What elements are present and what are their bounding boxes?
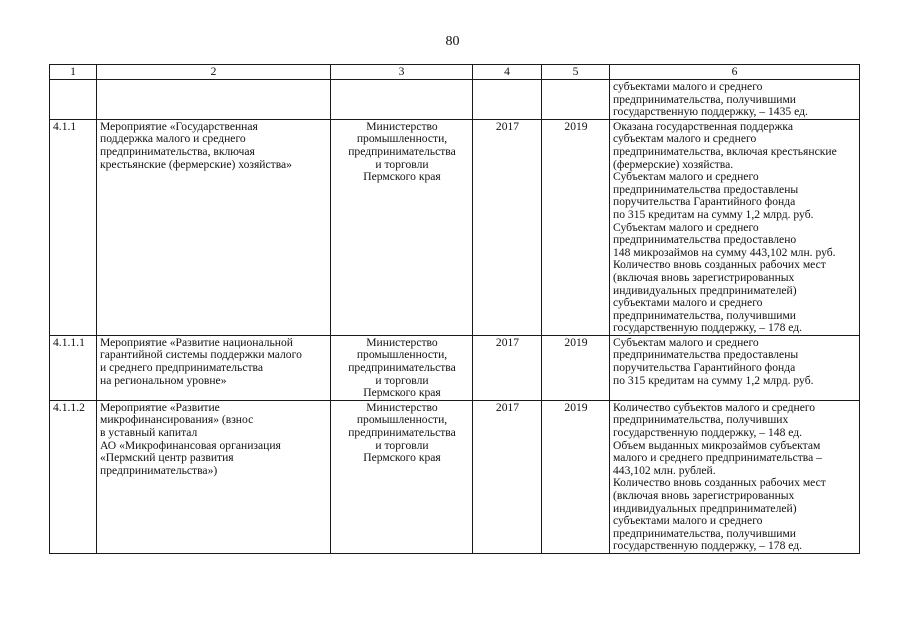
- text-line: Мероприятие «Развитие: [100, 400, 220, 414]
- text-line: промышленности,: [356, 132, 448, 146]
- measure-number: 4.1.1.2: [50, 400, 97, 553]
- text-line: и торговли: [375, 157, 429, 171]
- page-number: 80: [445, 34, 460, 49]
- text-line: предпринимательства, получившими: [613, 92, 796, 106]
- end-year: 2019: [542, 335, 610, 400]
- measure-number: 4.1.1: [50, 119, 97, 335]
- text-line: (включая вновь зарегистрированных: [613, 270, 795, 284]
- text-line: Мероприятие «Развитие национальной: [100, 335, 294, 349]
- text-line: промышленности,: [356, 413, 448, 427]
- text-line: Министерство: [366, 119, 438, 133]
- measure-name: [97, 80, 331, 120]
- text-line: предпринимательства предоставлено: [613, 233, 797, 247]
- text-line: предпринимательства: [348, 144, 456, 158]
- measure-number: 4.1.1.1: [50, 335, 97, 400]
- start-year: [473, 80, 542, 120]
- text-line: малого и среднего предпринимательства –: [613, 451, 822, 465]
- text-line: Объем выданных микрозаймов субъектам: [613, 438, 821, 452]
- start-year: 2017: [473, 119, 542, 335]
- text-line: Мероприятие «Государственная: [100, 119, 258, 133]
- measure-name: [97, 400, 331, 553]
- text-line: Оказана государственная поддержка: [613, 119, 793, 133]
- end-year: 2019: [542, 119, 610, 335]
- column-header: 2: [97, 65, 331, 80]
- text-line: (фермерские) хозяйства.: [613, 157, 734, 171]
- start-year: 2017: [473, 335, 542, 400]
- table-body: [50, 80, 860, 554]
- text-line: АО «Микрофинансовая организация: [100, 438, 281, 452]
- text-line: поддержка малого и среднего: [100, 132, 246, 146]
- text-line: гарантийной системы поддержки малого: [100, 348, 302, 362]
- text-line: субъектам малого и среднего: [613, 132, 757, 146]
- measure-name: [97, 335, 331, 400]
- column-header: 6: [610, 65, 860, 80]
- measure-name: [97, 119, 331, 335]
- column-header: 5: [542, 65, 610, 80]
- text-line: предпринимательства»): [100, 463, 218, 477]
- text-line: крестьянские (фермерские) хозяйства»: [100, 157, 292, 171]
- text-line: индивидуальных предпринимателей): [613, 501, 797, 515]
- text-line: субъектами малого и среднего: [613, 514, 763, 528]
- table-row: [50, 80, 860, 120]
- text-line: Пермского края: [363, 386, 441, 400]
- measure-executor: [331, 400, 473, 553]
- text-line: и торговли: [375, 438, 429, 452]
- text-line: предпринимательства, включая: [100, 144, 255, 158]
- column-header: 3: [331, 65, 473, 80]
- table-row: [50, 119, 860, 335]
- text-line: Субъектам малого и среднего: [613, 220, 759, 234]
- text-line: и среднего предпринимательства: [100, 361, 264, 375]
- expected-result: [610, 335, 860, 400]
- text-line: Субъектам малого и среднего: [613, 335, 759, 349]
- text-line: предпринимательства, получившими: [613, 308, 796, 322]
- measures-table: [49, 64, 860, 554]
- column-number-row: [50, 65, 860, 80]
- measure-number: [50, 80, 97, 120]
- expected-result: [610, 80, 860, 120]
- text-line: предпринимательства, включая крестьянские: [613, 144, 837, 158]
- text-line: микрофинансирования» (взнос: [100, 413, 254, 427]
- table-row: [50, 400, 860, 553]
- text-line: индивидуальных предпринимателей): [613, 283, 797, 297]
- text-line: 148 микрозаймов на сумму 443,102 млн. руб.: [613, 245, 836, 259]
- measure-executor: [331, 335, 473, 400]
- text-line: промышленности,: [356, 348, 448, 362]
- measure-executor: [331, 119, 473, 335]
- text-line: предпринимательства, получившими: [613, 526, 796, 540]
- text-line: поручительства Гарантийного фонда: [613, 195, 796, 209]
- end-year: [542, 80, 610, 120]
- text-line: государственную поддержку, – 178 ед.: [613, 321, 803, 335]
- text-line: Пермского края: [363, 170, 441, 184]
- text-line: по 315 кредитам на сумму 1,2 млрд. руб.: [613, 373, 814, 387]
- text-line: Министерство: [366, 335, 438, 349]
- text-line: субъектами малого и среднего: [613, 296, 763, 310]
- text-line: Пермского края: [363, 451, 441, 465]
- text-line: 443,102 млн. рублей.: [613, 463, 716, 477]
- text-line: на региональном уровне»: [100, 373, 227, 387]
- text-line: государственную поддержку, – 1435 ед.: [613, 105, 808, 119]
- expected-result: [610, 119, 860, 335]
- end-year: 2019: [542, 400, 610, 553]
- text-line: в уставный капитал: [100, 426, 198, 440]
- text-line: Количество вновь созданных рабочих мест: [613, 476, 826, 490]
- text-line: «Пермский центр развития: [100, 451, 234, 465]
- text-line: субъектами малого и среднего: [613, 80, 763, 93]
- text-line: предпринимательства предоставлены: [613, 348, 799, 362]
- text-line: государственную поддержку, – 148 ед.: [613, 426, 803, 440]
- text-line: Количество субъектов малого и среднего: [613, 400, 816, 414]
- text-line: предпринимательства: [348, 426, 456, 440]
- text-line: поручительства Гарантийного фонда: [613, 361, 796, 375]
- text-line: предпринимательства: [348, 361, 456, 375]
- column-header: 4: [473, 65, 542, 80]
- text-line: Субъектам малого и среднего: [613, 170, 759, 184]
- start-year: 2017: [473, 400, 542, 553]
- measure-executor: [331, 80, 473, 120]
- text-line: и торговли: [375, 373, 429, 387]
- text-line: Количество вновь созданных рабочих мест: [613, 258, 826, 272]
- text-line: предпринимательства, получивших: [613, 413, 789, 427]
- table-row: [50, 335, 860, 400]
- text-line: предпринимательства предоставлены: [613, 182, 799, 196]
- expected-result: [610, 400, 860, 553]
- column-header: 1: [50, 65, 97, 80]
- text-line: государственную поддержку, – 178 ед.: [613, 539, 803, 553]
- text-line: по 315 кредитам на сумму 1,2 млрд. руб.: [613, 207, 814, 221]
- text-line: (включая вновь зарегистрированных: [613, 489, 795, 502]
- text-line: Министерство: [366, 400, 438, 414]
